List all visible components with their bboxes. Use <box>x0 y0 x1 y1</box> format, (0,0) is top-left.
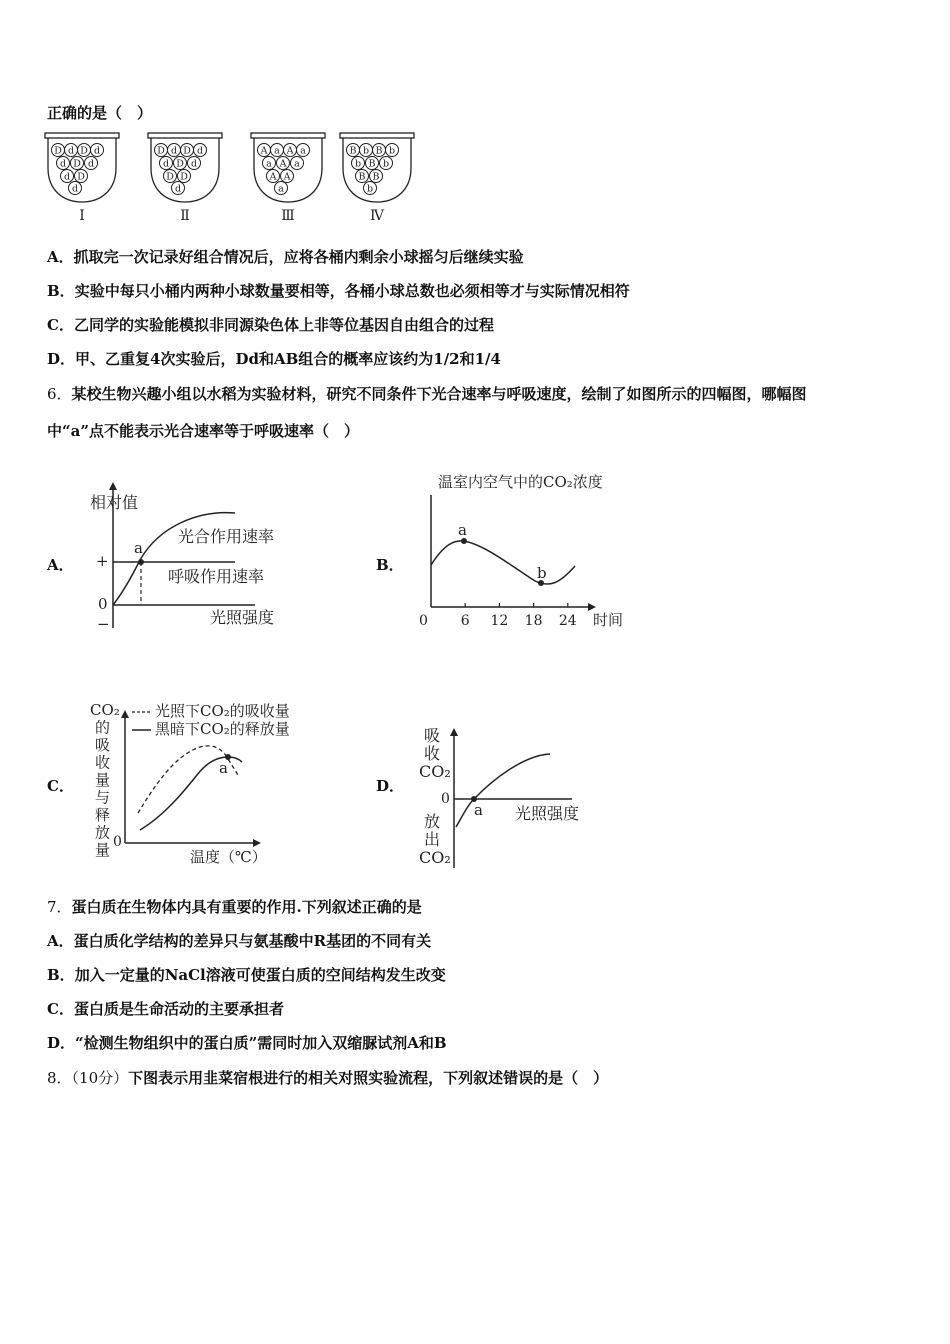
svg-text:A: A <box>260 145 268 157</box>
ball <box>57 157 70 170</box>
ball <box>277 157 290 170</box>
bucket-rim <box>148 133 222 138</box>
q7-option-a: A．蛋白质化学结构的差异只与氨基酸中R基团的不同有关 <box>47 932 432 950</box>
ball <box>181 144 194 157</box>
ball <box>71 157 84 170</box>
chart-b-point-b-label: b <box>537 564 547 582</box>
ball <box>174 157 187 170</box>
svg-text:B: B <box>368 158 376 170</box>
ball <box>160 157 173 170</box>
svg-text:D: D <box>77 171 85 183</box>
chart-c-legend-solid-label: 黑暗下CO₂的释放量 <box>155 720 290 738</box>
svg-text:d: d <box>71 183 79 195</box>
svg-text:B: B <box>372 171 380 183</box>
ball <box>194 144 207 157</box>
svg-text:a: a <box>274 145 280 157</box>
ball <box>52 144 65 157</box>
q7-option-d: D．“检测生物组织中的蛋白质”需同时加入双缩脲试剂A和B <box>47 1034 447 1052</box>
svg-text:d: d <box>93 145 101 157</box>
svg-text:d: d <box>59 158 67 170</box>
svg-text:d: d <box>174 183 182 195</box>
chart-b-co2-curve <box>431 541 575 584</box>
chart-b-title: 温室内空气中的CO₂浓度 <box>438 473 603 491</box>
ball <box>386 144 399 157</box>
chart-d-y-arrow <box>450 728 458 736</box>
svg-text:D: D <box>180 171 188 183</box>
ball <box>366 157 379 170</box>
svg-text:b: b <box>388 145 396 157</box>
chart-c <box>85 695 325 870</box>
svg-text:A: A <box>269 171 277 183</box>
chart-a-tick-zero: 0 <box>98 595 108 613</box>
svg-text:A: A <box>283 171 291 183</box>
svg-text:b: b <box>362 145 370 157</box>
ball <box>347 144 360 157</box>
svg-text:d: d <box>170 145 178 157</box>
svg-text:B: B <box>358 171 366 183</box>
q6-stem-line2: 中“a”点不能表示光合速率等于呼吸速率（ ） <box>47 422 359 440</box>
chart-a-point-label: a <box>134 539 143 557</box>
ball <box>172 182 185 195</box>
chart-d-point-label: a <box>474 801 483 819</box>
svg-text:D: D <box>157 145 165 157</box>
bucket-rim <box>340 133 414 138</box>
bucket-rim <box>251 133 325 138</box>
chart-d-origin: 0 <box>441 791 450 807</box>
ball <box>271 144 284 157</box>
bucket-3 <box>251 133 325 224</box>
ball <box>155 144 168 157</box>
q5-option-b: B．实验中每只小桶内两种小球数量要相等，各桶小球总数也必须相等才与实际情况相符 <box>47 282 630 300</box>
svg-text:D: D <box>73 158 81 170</box>
chart-a-series-resp-label: 呼吸作用速率 <box>168 567 265 586</box>
chart-c-label: C． <box>47 777 74 795</box>
chart-d-label: D． <box>376 777 405 795</box>
chart-d-ylabel-bottom: 放出 CO₂ <box>419 812 451 867</box>
chart-c-y-arrow <box>121 710 129 718</box>
ball <box>267 170 280 183</box>
svg-text:A: A <box>286 145 294 157</box>
chart-b-label: B． <box>376 556 404 574</box>
svg-text:a: a <box>278 183 284 195</box>
ball <box>164 170 177 183</box>
q5-stem-tail: 正确的是（ ） <box>47 104 153 122</box>
chart-b-tick-label: 18 <box>524 613 543 629</box>
svg-text:d: d <box>196 145 204 157</box>
q5-option-a: A．抓取完一次记录好组合情况后，应将各桶内剩余小球摇匀后继续实验 <box>47 248 524 266</box>
chart-b <box>410 465 635 635</box>
ball <box>61 170 74 183</box>
ball <box>275 182 288 195</box>
chart-b-point-a-label: a <box>458 521 467 539</box>
svg-text:D: D <box>166 171 174 183</box>
chart-b-tick-label: 24 <box>558 613 577 629</box>
ball <box>297 144 310 157</box>
chart-a-y-arrow <box>109 482 117 490</box>
svg-text:B: B <box>349 145 357 157</box>
bucket-label: Ⅰ <box>79 208 85 224</box>
bucket-4 <box>340 133 414 224</box>
chart-c-ylabel: CO₂ 的吸收量与释放量 <box>90 701 120 859</box>
chart-b-x-arrow <box>588 603 596 611</box>
svg-text:d: d <box>190 158 198 170</box>
svg-text:b: b <box>382 158 390 170</box>
chart-c-origin: 0 <box>113 834 122 850</box>
svg-text:d: d <box>162 158 170 170</box>
chart-b-tick-label: 12 <box>490 613 509 629</box>
bucket-1 <box>45 133 119 224</box>
svg-text:B: B <box>375 145 383 157</box>
svg-text:D: D <box>183 145 191 157</box>
chart-a-tick-minus: − <box>97 615 110 630</box>
ball <box>284 144 297 157</box>
q8-stem: 8．（10分）下图表示用韭菜宿根进行的相关对照实验流程，下列叙述错误的是（ ） <box>47 1069 609 1087</box>
q7-option-b: B．加入一定量的NaCl溶液可使蛋白质的空间结构发生改变 <box>47 966 446 984</box>
ball <box>69 182 82 195</box>
ball <box>178 170 191 183</box>
ball <box>91 144 104 157</box>
svg-text:d: d <box>67 145 75 157</box>
chart-a-series-photo-label: 光合作用速率 <box>178 527 275 546</box>
svg-text:a: a <box>266 158 272 170</box>
ball <box>258 144 271 157</box>
chart-c-x-arrow <box>253 839 261 847</box>
ball <box>75 170 88 183</box>
chart-b-xlabel: 时间 <box>593 611 624 629</box>
chart-c-dashed-curve <box>138 746 239 813</box>
ball <box>352 157 365 170</box>
ball <box>168 144 181 157</box>
chart-c-point-label: a <box>219 759 228 777</box>
svg-text:b: b <box>366 183 374 195</box>
chart-a-point-a <box>138 559 144 565</box>
bucket-figure <box>40 128 430 228</box>
svg-text:a: a <box>300 145 306 157</box>
svg-text:d: d <box>63 171 71 183</box>
chart-c-xlabel: 温度（℃） <box>190 848 267 866</box>
q7-stem: 7．蛋白质在生物体内具有重要的作用.下列叙述正确的是 <box>47 898 422 916</box>
chart-d <box>412 725 602 870</box>
chart-d-ylabel-top: 吸收 CO₂ <box>419 726 451 781</box>
q7-option-c: C．蛋白质是生命活动的主要承担者 <box>47 1000 284 1018</box>
svg-text:b: b <box>354 158 362 170</box>
q5-option-c: C．乙同学的实验能模拟非同源染色体上非等位基因自由组合的过程 <box>47 316 494 334</box>
ball <box>281 170 294 183</box>
svg-text:A: A <box>279 158 287 170</box>
ball <box>291 157 304 170</box>
q6-stem-line1: 6．某校生物兴趣小组以水稻为实验材料，研究不同条件下光合速率与呼吸速度，绘制了如图所示的四幅图，哪幅图 <box>47 385 807 403</box>
chart-a-xlabel: 光照强度 <box>210 608 275 627</box>
ball <box>370 170 383 183</box>
svg-text:d: d <box>87 158 95 170</box>
chart-a <box>80 480 310 630</box>
chart-b-tick-label: 6 <box>460 613 470 629</box>
bucket-2 <box>148 133 222 224</box>
svg-text:a: a <box>294 158 300 170</box>
bucket-label: Ⅲ <box>281 208 295 224</box>
q5-option-d: D．甲、乙重复4次实验后，Dd和AB组合的概率应该约为1/2和1/4 <box>47 350 501 368</box>
ball <box>188 157 201 170</box>
bucket-label: Ⅳ <box>370 208 384 224</box>
ball <box>356 170 369 183</box>
ball <box>373 144 386 157</box>
ball <box>364 182 377 195</box>
svg-text:D: D <box>176 158 184 170</box>
ball <box>65 144 78 157</box>
bucket-rim <box>45 133 119 138</box>
ball <box>380 157 393 170</box>
ball <box>78 144 91 157</box>
ball <box>360 144 373 157</box>
ball <box>263 157 276 170</box>
chart-a-tick-plus: + <box>96 552 109 570</box>
chart-a-ylabel: 相对值 <box>90 493 139 512</box>
bucket-label: Ⅱ <box>180 208 190 224</box>
chart-b-tick-label: 0 <box>419 613 428 629</box>
chart-c-legend-dash-label: 光照下CO₂的吸收量 <box>155 702 290 720</box>
svg-text:D: D <box>80 145 88 157</box>
chart-d-xlabel: 光照强度 <box>515 804 580 823</box>
ball <box>85 157 98 170</box>
chart-a-label: A． <box>47 556 74 574</box>
svg-text:D: D <box>54 145 62 157</box>
